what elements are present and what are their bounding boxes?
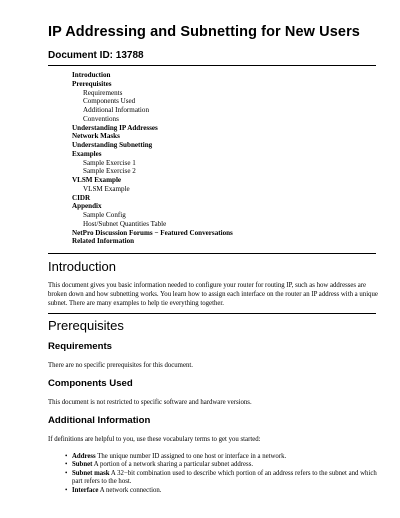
components-used-text: This document is not restricted to specific software and hardware versions. xyxy=(48,399,252,406)
bullet-icon: • xyxy=(65,486,68,494)
vocabulary-term: Address xyxy=(72,453,96,460)
toc-item[interactable]: Host/Subnet Quantities Table xyxy=(83,219,167,228)
vocabulary-item xyxy=(66,487,378,495)
vocabulary-definition: A 32−bit combination used to describe which portion of an address refers to the subnet and which part refers to the host. xyxy=(72,469,377,486)
toc-item[interactable]: Prerequisites xyxy=(72,79,112,88)
toc-item[interactable]: Components Used xyxy=(83,97,136,106)
subsection-heading-additional-information: Additional Information xyxy=(48,415,151,426)
bullet-icon: • xyxy=(65,453,68,460)
document-title: IP Addressing and Subnetting for New Users xyxy=(48,24,360,40)
bullet-icon: • xyxy=(65,461,68,469)
bullet-icon: • xyxy=(65,469,68,477)
toc-item[interactable]: Examples xyxy=(72,149,102,158)
toc-item[interactable]: Additional Information xyxy=(83,106,149,114)
section-heading-introduction: Introduction xyxy=(48,259,116,274)
vocabulary-item xyxy=(66,470,378,487)
toc-item[interactable]: Appendix xyxy=(72,202,102,211)
subsection-heading-requirements: Requirements xyxy=(48,341,112,352)
toc-item[interactable]: CIDR xyxy=(72,193,91,202)
table-of-contents xyxy=(72,71,233,246)
vocabulary-item xyxy=(66,461,378,469)
toc-item[interactable]: VLSM Example xyxy=(72,176,122,184)
section-heading-prerequisites: Prerequisites xyxy=(48,318,124,333)
vocabulary-term: Subnet mask xyxy=(72,469,110,477)
toc-item[interactable]: Sample Exercise 1 xyxy=(83,158,136,167)
toc-item[interactable]: Understanding Subnetting xyxy=(72,141,153,149)
vocabulary-definition: A network connection. xyxy=(98,486,162,494)
toc-item[interactable]: VLSM Example xyxy=(83,184,130,193)
toc-item[interactable]: Requirements xyxy=(83,88,123,97)
toc-item[interactable]: Sample Exercise 2 xyxy=(83,167,136,176)
toc-item[interactable]: Conventions xyxy=(83,114,119,123)
divider xyxy=(48,65,376,66)
toc-item[interactable]: NetPro Discussion Forums − Featured Conversations xyxy=(72,228,233,237)
toc-item[interactable]: Related Information xyxy=(72,237,135,246)
introduction-text: This document gives you basic information needed to configure your router for routing IP, such as how addresses are broken down and how subnetting works. You learn how to assign each interface on the router an IP address with a unique subnet. There are many examples to help tie everything together. xyxy=(48,282,378,307)
toc-item[interactable]: Network Masks xyxy=(72,132,120,141)
divider xyxy=(48,253,376,254)
document-id: Document ID: 13788 xyxy=(48,50,144,61)
vocabulary-definition: The unique number ID assigned to one host or interface in a network. xyxy=(95,453,287,460)
toc-item[interactable]: Understanding IP Addresses xyxy=(72,123,158,132)
subsection-heading-components-used: Components Used xyxy=(48,378,133,389)
additional-information-text: If definitions are helpful to you, use these vocabulary terms to get you started: xyxy=(48,436,261,443)
vocabulary-item xyxy=(66,453,378,461)
vocabulary-definition: A portion of a network sharing a particular subnet address. xyxy=(92,461,254,469)
toc-item[interactable]: Sample Config xyxy=(83,211,126,219)
requirements-text: There are no specific prerequisites for this document. xyxy=(48,362,193,369)
toc-item[interactable]: Introduction xyxy=(72,71,111,79)
vocabulary-term: Interface xyxy=(72,486,99,494)
vocabulary-term: Subnet xyxy=(72,461,93,469)
divider xyxy=(48,313,376,314)
vocabulary-list xyxy=(66,453,378,495)
